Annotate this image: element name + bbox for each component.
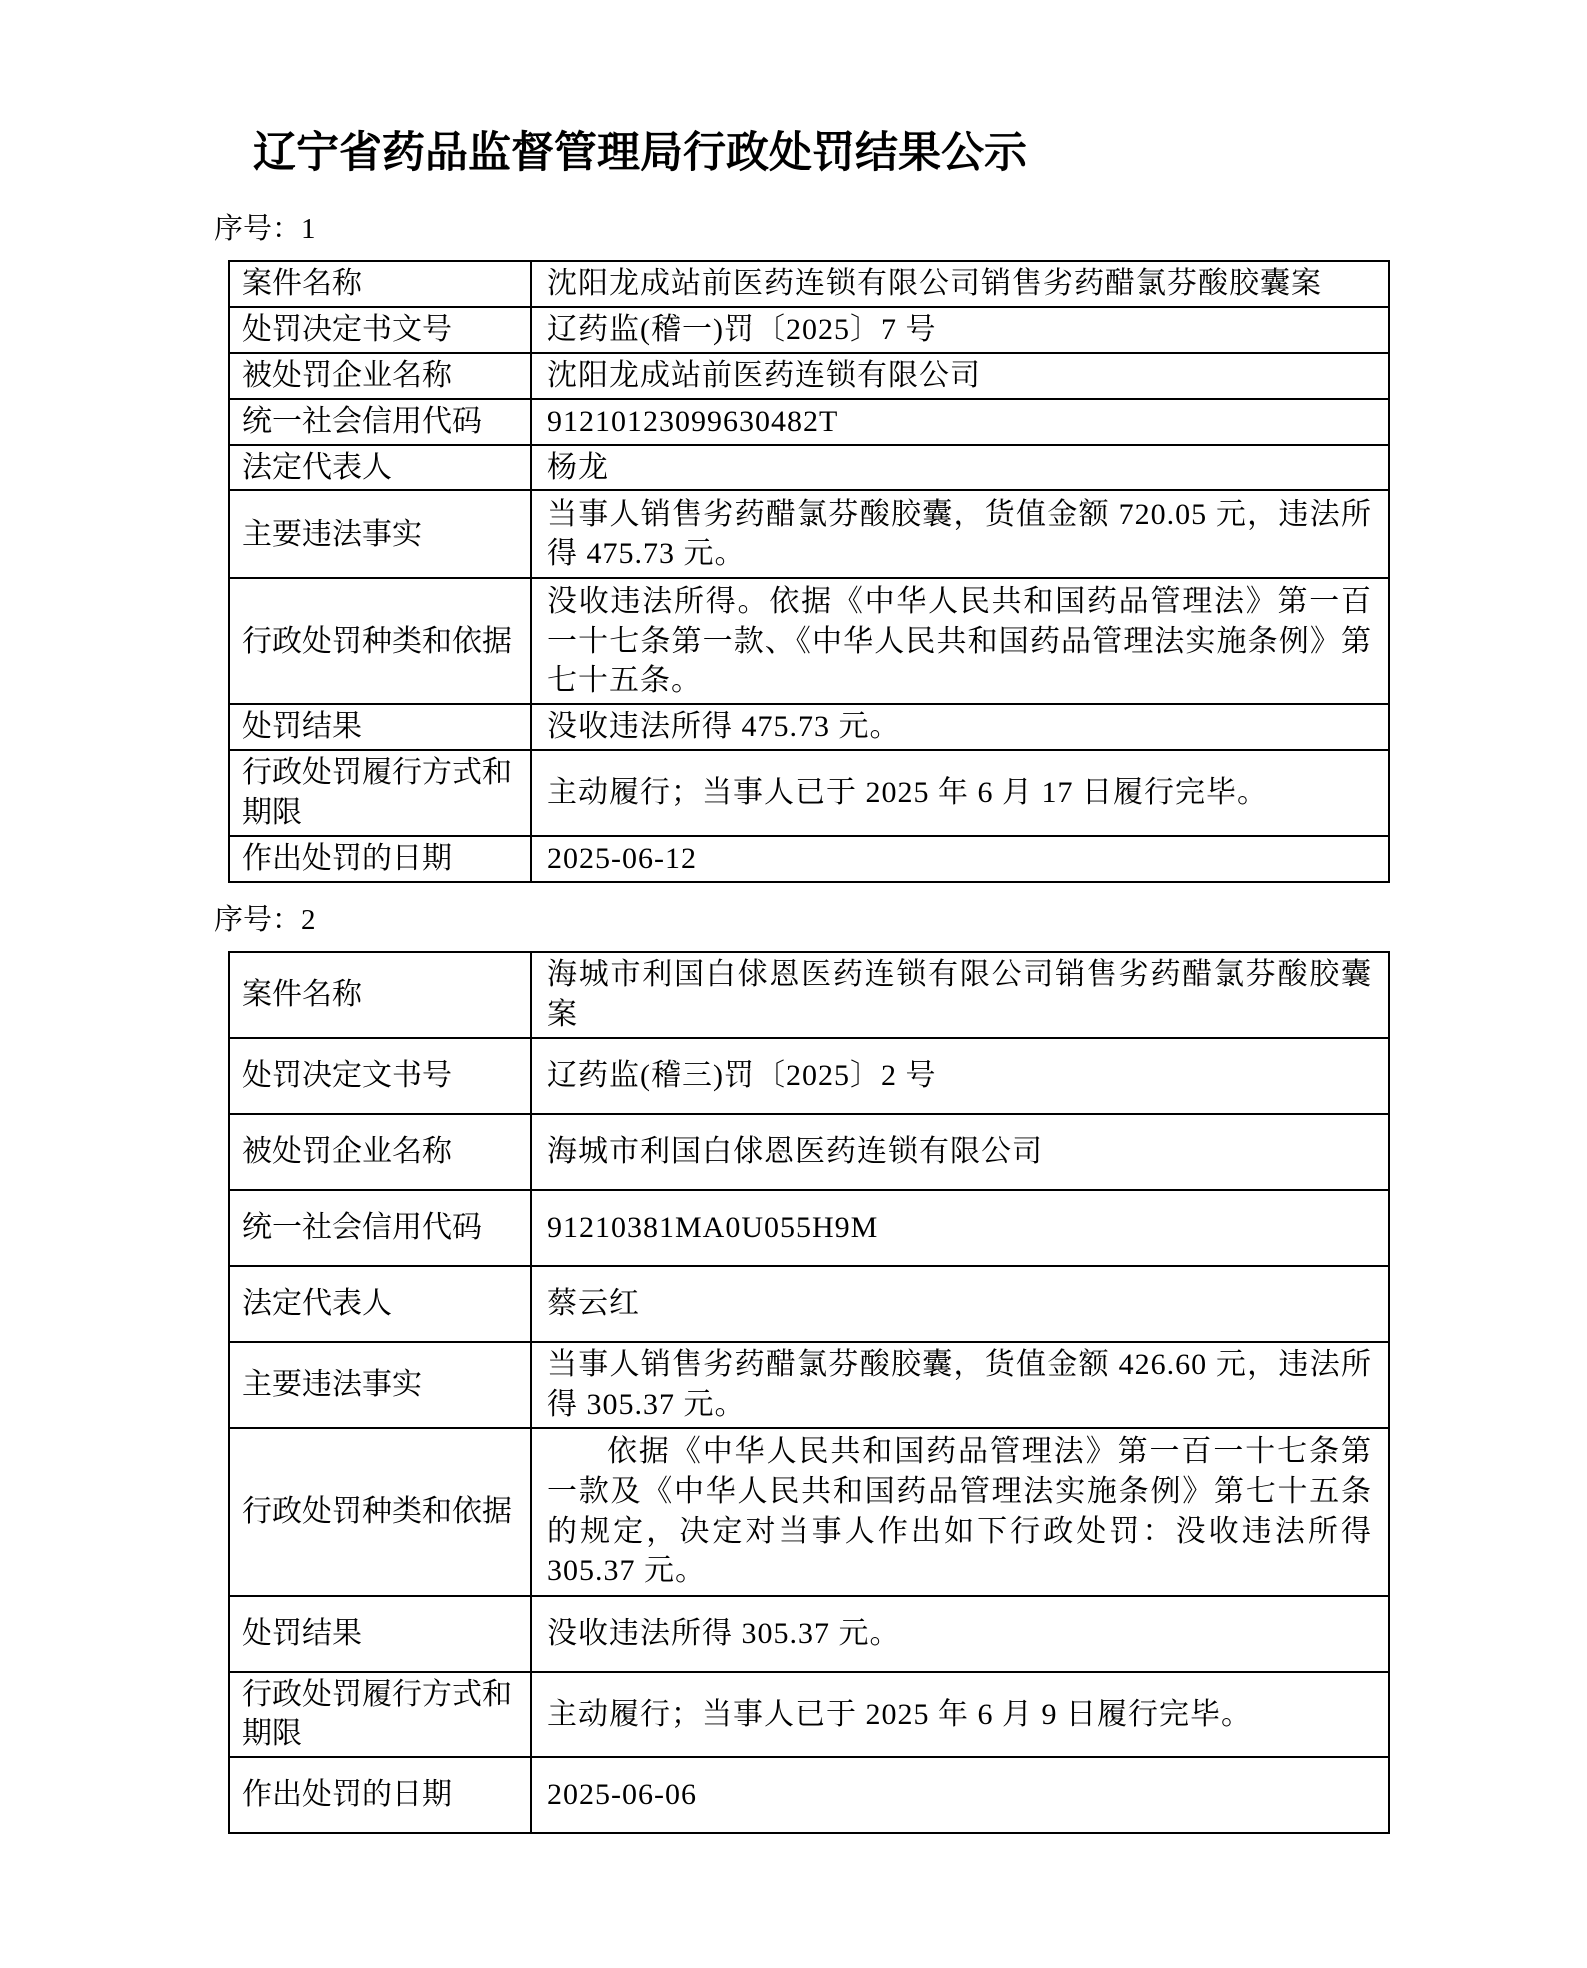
row-value-penalty-result: 没收违法所得 475.73 元。	[531, 704, 1389, 750]
row-value-penalized-company: 海城市利国白俅恩医药连锁有限公司	[531, 1114, 1389, 1190]
row-credit-code	[229, 399, 1389, 445]
serial-number-label-1: 序号：1	[214, 213, 316, 245]
row-penalty-result	[229, 704, 1389, 750]
row-value-case-name: 沈阳龙成站前医药连锁有限公司销售劣药醋氯芬酸胶囊案	[531, 261, 1389, 307]
row-value-fulfillment-method: 主动履行；当事人已于 2025 年 6 月 9 日履行完毕。	[531, 1672, 1389, 1758]
row-label-main-illegal-facts: 主要违法事实	[229, 1342, 531, 1428]
row-value-legal-representative: 蔡云红	[531, 1266, 1389, 1342]
row-label-case-name: 案件名称	[229, 952, 531, 1038]
row-label-decision-doc-number: 处罚决定文书号	[229, 1038, 531, 1114]
row-label-penalty-type-basis: 行政处罚种类和依据	[229, 1428, 531, 1596]
row-label-penalized-company: 被处罚企业名称	[229, 353, 531, 399]
row-legal-representative	[229, 1266, 1389, 1342]
penalty-table-2	[228, 951, 1390, 1834]
row-case-name	[229, 261, 1389, 307]
row-value-main-illegal-facts: 当事人销售劣药醋氯芬酸胶囊，货值金额 426.60 元，违法所得 305.37 元。	[531, 1342, 1389, 1428]
row-value-penalty-type-basis: 没收违法所得。依据《中华人民共和国药品管理法》第一百一十七条第一款、《中华人民共和国药品管理法实施条例》第七十五条。	[531, 578, 1389, 704]
row-label-penalty-date: 作出处罚的日期	[229, 1757, 531, 1833]
row-legal-representative	[229, 445, 1389, 491]
row-label-penalty-result: 处罚结果	[229, 1596, 531, 1672]
row-label-credit-code: 统一社会信用代码	[229, 1190, 531, 1266]
row-decision-doc-number	[229, 1038, 1389, 1114]
row-label-fulfillment-method: 行政处罚履行方式和期限	[229, 1672, 531, 1758]
row-value-penalty-date: 2025-06-06	[531, 1757, 1389, 1833]
row-value-legal-representative: 杨龙	[531, 445, 1389, 491]
page-title: 辽宁省药品监督管理局行政处罚结果公示	[253, 130, 1027, 177]
row-label-decision-doc-number: 处罚决定书文号	[229, 307, 531, 353]
row-label-legal-representative: 法定代表人	[229, 445, 531, 491]
row-fulfillment-method	[229, 1672, 1389, 1758]
row-penalized-company	[229, 353, 1389, 399]
row-label-legal-representative: 法定代表人	[229, 1266, 531, 1342]
row-label-penalty-type-basis: 行政处罚种类和依据	[229, 578, 531, 704]
row-label-main-illegal-facts: 主要违法事实	[229, 490, 531, 578]
row-value-credit-code: 91210381MA0U055H9M	[531, 1190, 1389, 1266]
row-value-decision-doc-number: 辽药监(稽三)罚〔2025〕2 号	[531, 1038, 1389, 1114]
row-penalty-date	[229, 1757, 1389, 1833]
row-label-fulfillment-method: 行政处罚履行方式和期限	[229, 750, 531, 836]
row-value-case-name: 海城市利国白俅恩医药连锁有限公司销售劣药醋氯芬酸胶囊案	[531, 952, 1389, 1038]
row-decision-doc-number	[229, 307, 1389, 353]
row-value-decision-doc-number: 辽药监(稽一)罚〔2025〕7 号	[531, 307, 1389, 353]
case-section-1	[214, 212, 1390, 883]
row-label-penalty-date: 作出处罚的日期	[229, 836, 531, 882]
row-value-penalized-company: 沈阳龙成站前医药连锁有限公司	[531, 353, 1389, 399]
row-value-fulfillment-method: 主动履行；当事人已于 2025 年 6 月 17 日履行完毕。	[531, 750, 1389, 836]
row-main-illegal-facts	[229, 490, 1389, 578]
row-penalized-company	[229, 1114, 1389, 1190]
row-main-illegal-facts	[229, 1342, 1389, 1428]
row-label-penalized-company: 被处罚企业名称	[229, 1114, 531, 1190]
row-fulfillment-method	[229, 750, 1389, 836]
row-label-penalty-result: 处罚结果	[229, 704, 531, 750]
row-value-credit-code: 91210123099630482T	[531, 399, 1389, 445]
row-value-penalty-result: 没收违法所得 305.37 元。	[531, 1596, 1389, 1672]
row-value-penalty-type-basis: 依据《中华人民共和国药品管理法》第一百一十七条第一款及《中华人民共和国药品管理法实施条例》第七十五条的规定，决定对当事人作出如下行政处罚：没收违法所得 305.37 元。	[531, 1428, 1389, 1596]
row-value-penalty-date: 2025-06-12	[531, 836, 1389, 882]
row-value-main-illegal-facts: 当事人销售劣药醋氯芬酸胶囊，货值金额 720.05 元，违法所得 475.73 元。	[531, 490, 1389, 578]
row-penalty-date	[229, 836, 1389, 882]
row-label-credit-code: 统一社会信用代码	[229, 399, 531, 445]
row-penalty-type-basis	[229, 1428, 1389, 1596]
row-penalty-type-basis	[229, 578, 1389, 704]
penalty-table-1	[228, 260, 1390, 883]
row-penalty-result	[229, 1596, 1389, 1672]
row-label-case-name: 案件名称	[229, 261, 531, 307]
row-case-name	[229, 952, 1389, 1038]
serial-number-label-2: 序号：2	[214, 904, 316, 936]
row-credit-code	[229, 1190, 1389, 1266]
case-section-2	[214, 903, 1390, 1834]
